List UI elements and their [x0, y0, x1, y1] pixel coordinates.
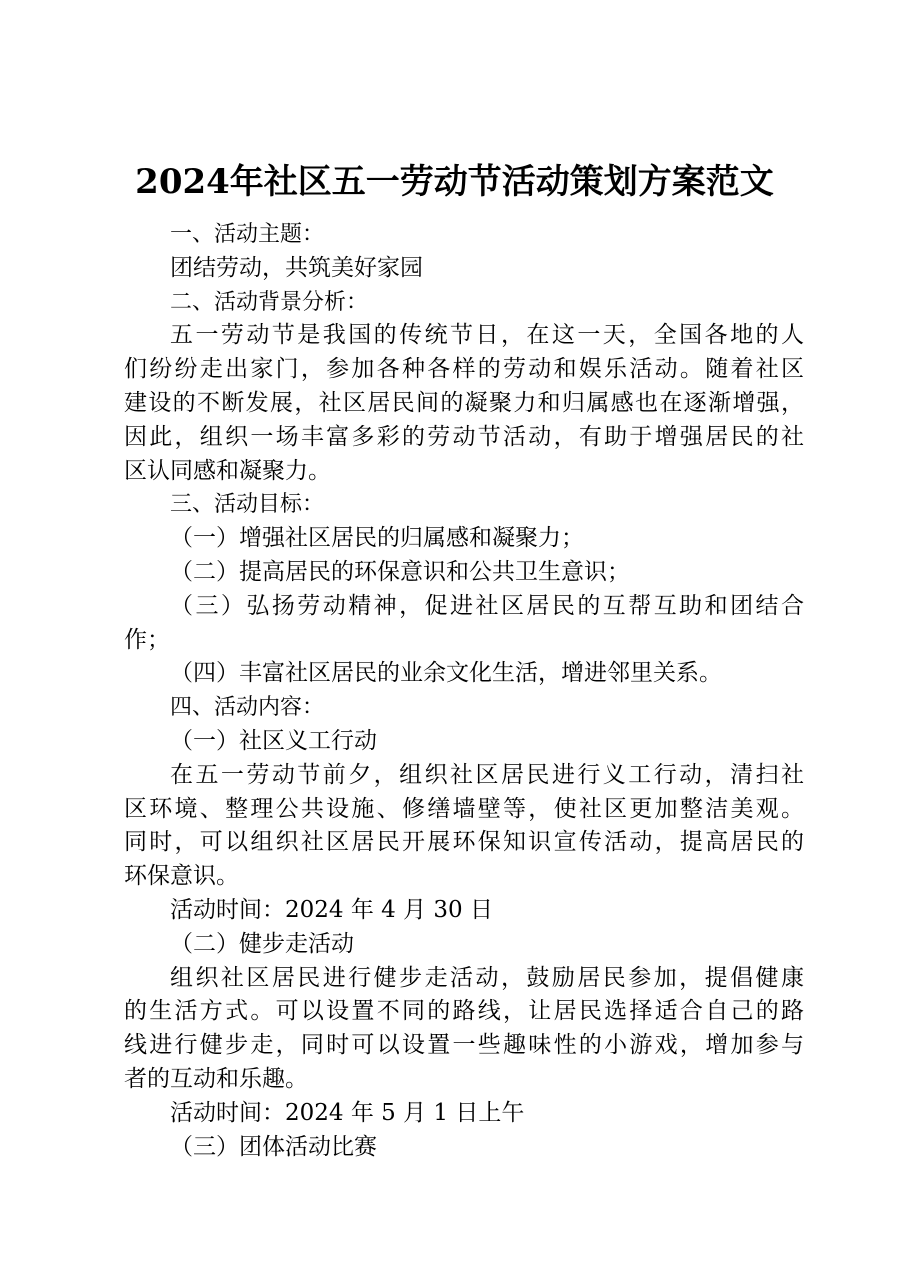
paragraph-line: 建设的不断发展，社区居民间的凝聚力和归属感也在逐渐增强， — [124, 389, 804, 416]
paragraph-line: 区认同感和凝聚力。 — [124, 457, 331, 484]
paragraph-line: 五一劳动节是我国的传统节日，在这一天，全国各地的人 — [170, 322, 804, 349]
section-heading: 一、活动主题： — [170, 222, 325, 247]
paragraph-line: （三）弘扬劳动精神，促进社区居民的互帮互助和团结合 — [170, 592, 804, 619]
paragraph-line: 活动时间：2024 年 5 月 1 日上午 — [170, 1099, 525, 1126]
section-heading: 二、活动背景分析： — [170, 289, 369, 315]
paragraph-line: 因此，组织一场丰富多彩的劳动节活动，有助于增强居民的社 — [124, 423, 804, 450]
section-heading: 四、活动内容： — [170, 695, 325, 721]
document-body — [124, 218, 804, 1164]
paragraph-line: （一）社区义工行动 — [170, 727, 377, 754]
paragraph-line: 同时，可以组织社区居民开展环保知识宣传活动，提高居民的 — [124, 829, 804, 856]
paragraph-line: 在五一劳动节前夕，组织社区居民进行义工行动，清扫社 — [170, 761, 804, 788]
paragraph-line: （二）健步走活动 — [170, 930, 354, 957]
paragraph-line: （二）提高居民的环保意识和公共卫生意识； — [170, 558, 630, 585]
paragraph-line: 区环境、整理公共设施、修缮墙壁等，使社区更加整洁美观。 — [124, 795, 804, 822]
paragraph-line: 的生活方式。可以设置不同的路线，让居民选择适合自己的路 — [124, 998, 804, 1025]
paragraph-line: 线进行健步走，同时可以设置一些趣味性的小游戏，增加参与 — [124, 1032, 804, 1059]
paragraph-line: （三）团体活动比赛 — [170, 1133, 377, 1160]
paragraph-line: 活动时间：2024 年 4 月 30 日 — [170, 896, 493, 923]
paragraph-line: 环保意识。 — [124, 863, 239, 890]
paragraph-line: 组织社区居民进行健步走活动，鼓励居民参加，提倡健康 — [170, 964, 804, 991]
paragraph-line: 团结劳动，共筑美好家园 — [170, 254, 423, 281]
paragraph-line: 们纷纷走出家门，参加各种各样的劳动和娱乐活动。随着社区 — [124, 356, 804, 383]
paragraph-line: （四）丰富社区居民的业余文化生活，增进邻里关系。 — [170, 660, 722, 687]
paragraph-line: 作； — [124, 626, 170, 653]
document-title: 2024年社区五一劳动节活动策划方案范文 — [135, 162, 774, 202]
paragraph-line: 者的互动和乐趣。 — [124, 1065, 308, 1092]
section-heading: 三、活动目标： — [170, 492, 325, 518]
paragraph-line: （一）增强社区居民的归属感和凝聚力； — [170, 525, 584, 552]
